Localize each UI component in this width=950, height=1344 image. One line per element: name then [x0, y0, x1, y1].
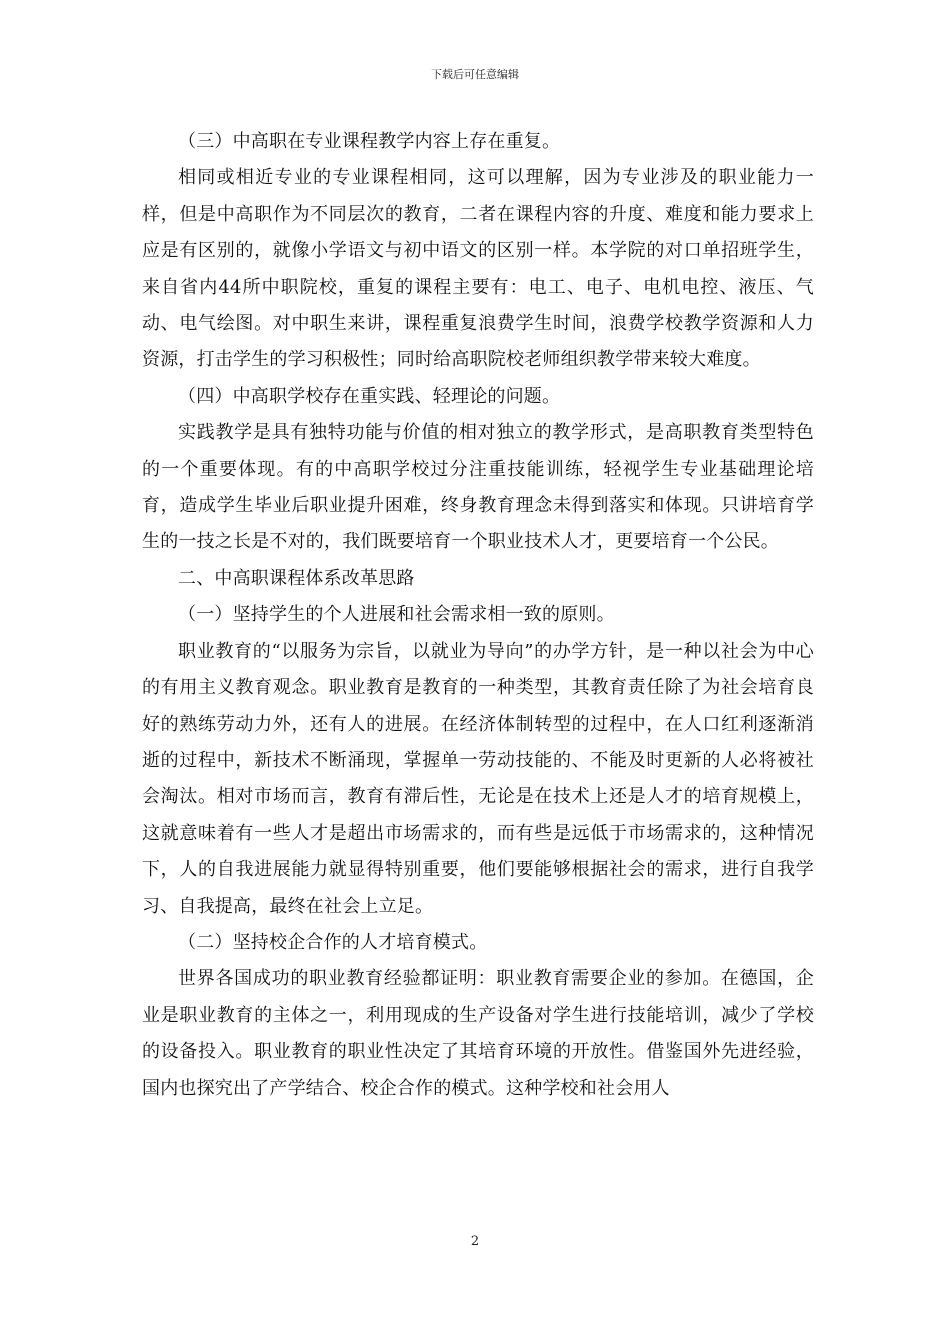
document-body: [142, 124, 814, 1107]
body-paragraph: 世界各国成功的职业教育经验都证明：职业教育需要企业的参加。在德国，企业是职业教育的主体之一，利用现成的生产设备对学生进行技能培训，减少了学校的设备投入。职业教育的职业性决定了其培育环境的开放性。借鉴国外先进经验，国内也探究出了产学结合、校企合作的模式。这种学校和社会用人: [142, 968, 814, 1099]
section-heading-4: （四）中高职学校存在重实践、轻理论的问题。: [178, 385, 561, 407]
body-paragraph: 相同或相近专业的专业课程相同，这可以理解，因为专业涉及的职业能力一样，但是中高职作为不同层次的教育，二者在课程内容的升度、难度和能力要求上应是有区别的，就像小学语文与初中语文的区别一样。本学院的对口单招班学生，来自省内44所中职院校，重复的课程主要有：电工、电子、电机电控、液压、气动、电气绘图。对中职生来讲，课程重复浪费学生时间，浪费学校教学资源和人力资源，打击学生的学习积极性；同时给高职院校老师组织教学带来较大难度。: [142, 167, 814, 371]
chapter-heading-2: 二、中高职课程体系改革思路: [178, 567, 415, 589]
page-header: 下载后可任意编辑: [431, 68, 519, 81]
body-paragraph: 实践教学是具有独特功能与价值的相对独立的教学形式，是高职教育类型特色的一个重要体现。有的中高职学校过分注重技能训练，轻视学生专业基础理论培育，造成学生毕业后职业提升困难，终身教育理念未得到落实和体现。只讲培育学生的一技之长是不对的，我们既要培育一个职业技术人才，更要培育一个公民。: [142, 422, 814, 553]
section-heading-3: （三）中高职在专业课程教学内容上存在重复。: [178, 131, 561, 152]
section-heading-1: （一）坚持学生的个人进展和社会需求相一致的原则。: [178, 604, 615, 626]
section-heading-2: （二）坚持校企合作的人才培育模式。: [178, 931, 488, 953]
body-paragraph: 职业教育的“以服务为宗旨，以就业为导向”的办学方针，是一种以社会为中心的有用主义教育观念。职业教育是教育的一种类型，其教育责任除了为社会培育良好的熟练劳动力外，还有人的进展。在经济体制转型的过程中，在人口红利逐渐消逝的过程中，新技术不断涌现，掌握单一劳动技能的、不能及时更新的人必将被社会淘汰。相对市场而言，教育有滞后性，无论是在技术上还是人才的培育规模上，这就意味着有一些人才是超出市场需求的，而有些是远低于市场需求的，这种情况下，人的自我进展能力就显得特别重要，他们要能够根据社会的需求，进行自我学习、自我提高，最终在社会上立足。: [142, 640, 814, 917]
page-number: 2: [470, 1234, 480, 1249]
